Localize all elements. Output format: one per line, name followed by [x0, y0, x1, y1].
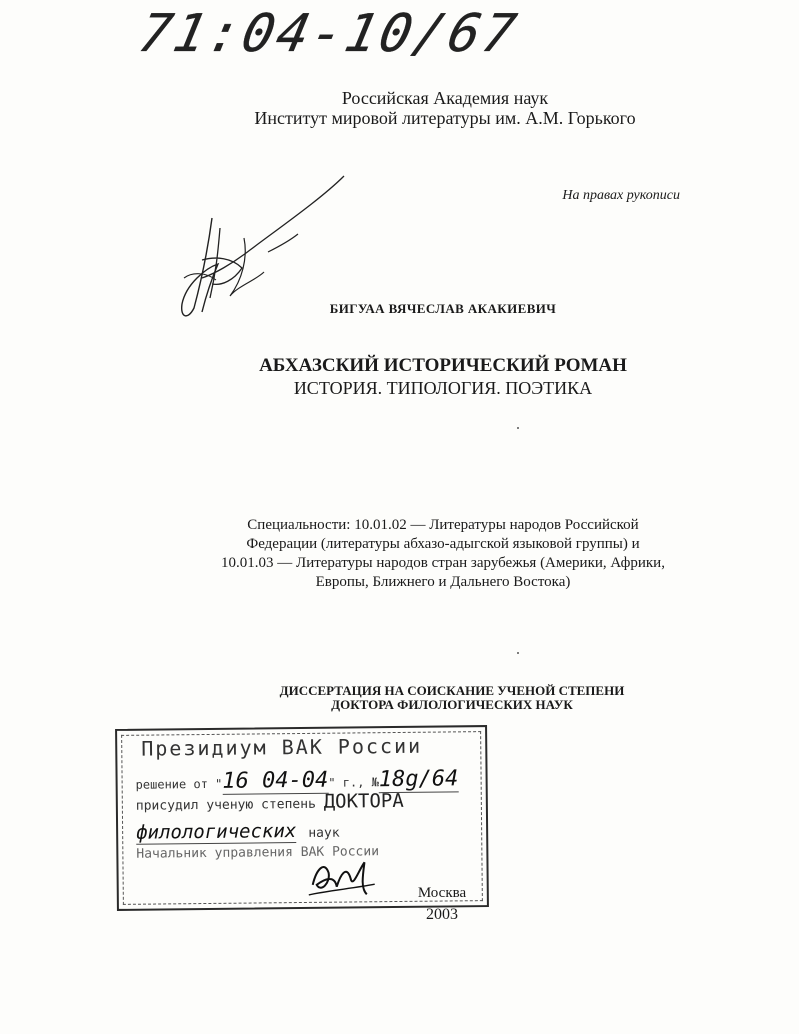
- stamp-field-line: [136, 820, 340, 845]
- stamp-signatory: Начальник управления ВАК России: [136, 844, 380, 862]
- stamp-decision-date: 16 04-04: [222, 767, 329, 794]
- scan-speck: [517, 652, 519, 654]
- vak-approval-stamp: [115, 725, 489, 911]
- publication-year: 2003: [426, 906, 458, 923]
- specialties-paragraph: Специальности: 10.01.02 — Литературы народов Российской Федерации (литературы абхазо-адыгской языковой группы) и 10.01.03 — Литературы народов стран зарубежья (Америки, Африки, Европы, Ближнего и Дальнего Востока): [221, 517, 665, 590]
- stamp-signature: [306, 854, 376, 901]
- manuscript-rights-note: На правах рукописи: [562, 188, 680, 203]
- stamp-awarded-line: [136, 790, 404, 815]
- dissertation-degree-line-2: ДОКТОРА ФИЛОЛОГИЧЕСКИХ НАУК: [331, 697, 573, 712]
- dissertation-title: АБХАЗСКИЙ ИСТОРИЧЕСКИЙ РОМАН: [259, 355, 627, 376]
- institution-line-2: Институт мировой литературы им. А.М. Горького: [254, 108, 636, 128]
- stamp-header: Президиум ВАК России: [141, 733, 423, 761]
- dissertation-subtitle: ИСТОРИЯ. ТИПОЛОГИЯ. ПОЭТИКА: [293, 378, 593, 398]
- publication-city: Москва: [417, 885, 467, 901]
- stamp-field: филологических: [136, 820, 297, 844]
- scan-speck: [517, 427, 519, 429]
- stamp-decision-number: 18g/64: [378, 766, 459, 793]
- stamp-field-suffix: наук: [308, 825, 340, 841]
- stamp-decision-prefix: решение от ": [135, 776, 223, 792]
- registry-number: 71:04-10/67: [133, 4, 524, 64]
- dissertation-degree-line-1: ДИССЕРТАЦИЯ НА СОИСКАНИЕ УЧЕНОЙ СТЕПЕНИ: [279, 683, 625, 698]
- stamp-decision-year-suffix: " г., №: [328, 775, 379, 790]
- stamp-awarded-prefix: присудил ученую степень: [135, 796, 316, 814]
- institution-line-1: Российская Академия наук: [341, 88, 549, 108]
- stamp-degree: ДОКТОРА: [323, 789, 404, 813]
- author-name: БИГУАА ВЯЧЕСЛАВ АКАКИЕВИЧ: [329, 301, 557, 316]
